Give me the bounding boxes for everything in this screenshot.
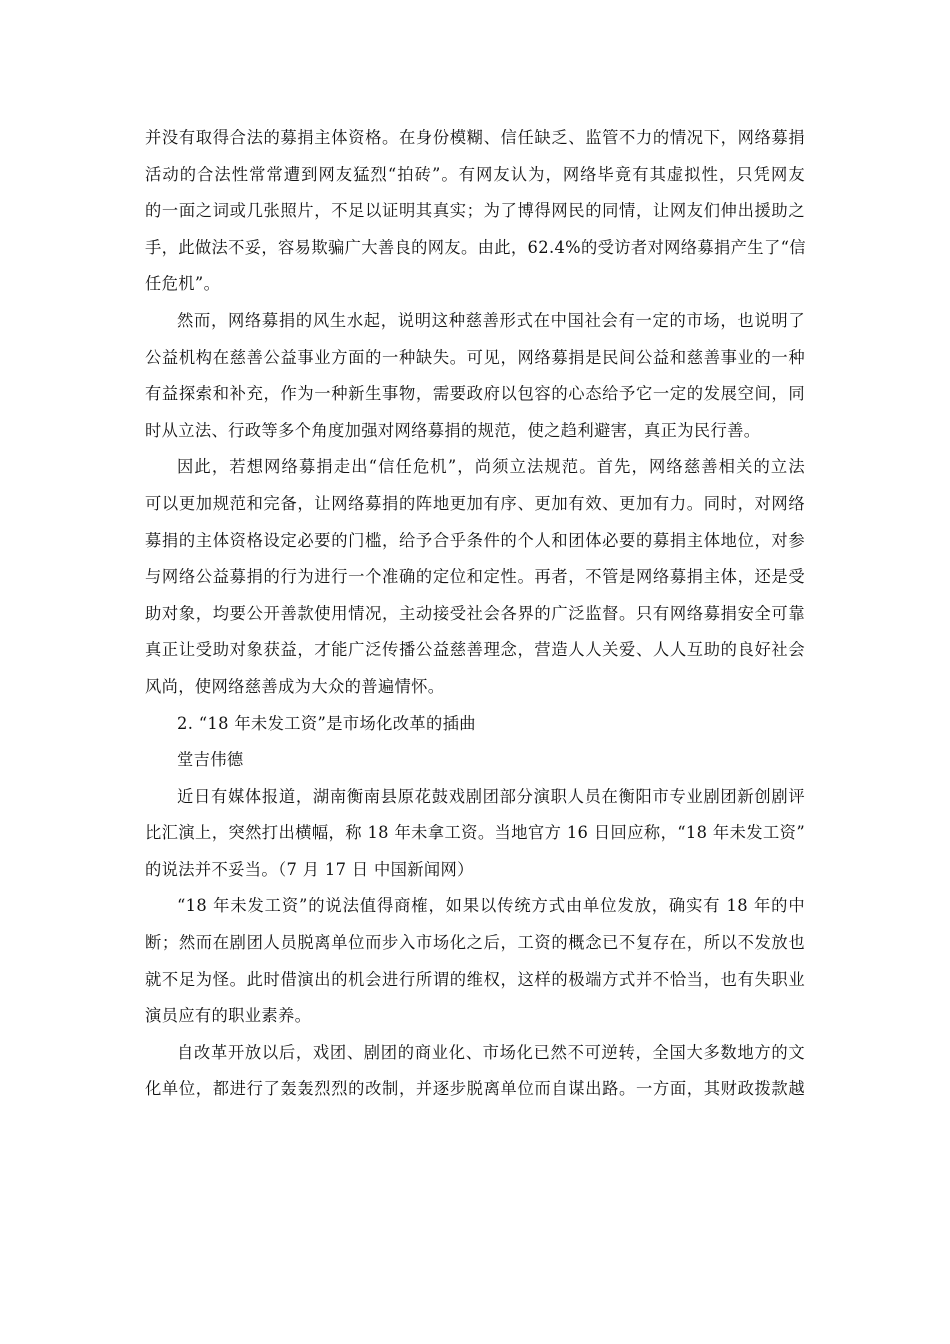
body-line: 的说法并不妥当。（7 月 17 日 中国新闻网） [145, 859, 474, 879]
body-line: 募捐的主体资格设定必要的门槛，给予合乎条件的个人和团体必要的募捐主体地位，对参 [145, 530, 805, 550]
body-line: 的一面之词或几张照片，不足以证明其真实；为了博得网民的同情，让网友们伸出援助之 [145, 201, 805, 221]
section-heading: 2. “18 年未发工资”是市场化改革的插曲 [177, 713, 476, 733]
body-line: 真正让受助对象获益，才能广泛传播公益慈善理念，营造人人关爱、人人互助的良好社会 [145, 640, 805, 660]
body-line: 公益机构在慈善公益事业方面的一种缺失。可见，网络募捐是民间公益和慈善事业的一种 [145, 347, 805, 367]
author-name: 堂吉伟德 [177, 750, 244, 770]
body-line: 时从立法、行政等多个角度加强对网络募捐的规范，使之趋利避害，真正为民行善。 [145, 420, 761, 440]
body-line: 演员应有的职业素养。 [145, 1006, 312, 1026]
body-line: 断；然而在剧团人员脱离单位而步入市场化之后，工资的概念已不复存在，所以不发放也 [145, 933, 805, 953]
document-page [145, 120, 805, 1108]
paragraph-first-line: 然而，网络募捐的风生水起，说明这种慈善形式在中国社会有一定的市场，也说明了 [177, 310, 805, 330]
body-line: 与网络公益募捐的行为进行一个准确的定位和定性。再者，不管是网络募捐主体，还是受 [145, 567, 805, 587]
paragraph-first-line: 因此，若想网络募捐走出“信任危机”，尚须立法规范。首先，网络慈善相关的立法 [177, 457, 805, 477]
body-line: 任危机”。 [145, 274, 221, 294]
body-line: 有益探索和补充，作为一种新生事物，需要政府以包容的心态给予它一定的发展空间，同 [145, 384, 805, 404]
paragraph-first-line: 近日有媒体报道，湖南衡南县原花鼓戏剧团部分演职人员在衡阳市专业剧团新创剧评 [177, 786, 805, 806]
paragraph-first-line: “18 年未发工资”的说法值得商榷，如果以传统方式由单位发放，确实有 18 年的中 [177, 896, 805, 916]
body-line: 化单位，都进行了轰轰烈烈的改制，并逐步脱离单位而自谋出路。一方面，其财政拨款越 [145, 1079, 805, 1099]
body-line: 比汇演上，突然打出横幅，称 18 年未拿工资。当地官方 16 日回应称，“18 年未发工资” [145, 823, 805, 843]
body-line: 风尚，使网络慈善成为大众的普遍情怀。 [145, 676, 445, 696]
paragraph-first-line: 自改革开放以后，戏团、剧团的商业化、市场化已然不可逆转，全国大多数地方的文 [177, 1042, 805, 1062]
body-line: 手，此做法不妥，容易欺骗广大善良的网友。由此，62.4%的受访者对网络募捐产生了“信 [145, 237, 806, 257]
body-line: 助对象，均要公开善款使用情况，主动接受社会各界的广泛监督。只有网络募捐安全可靠 [145, 603, 805, 623]
body-line: 就不足为怪。此时借演出的机会进行所谓的维权，这样的极端方式并不恰当，也有失职业 [145, 969, 805, 989]
body-line: 可以更加规范和完备，让网络募捐的阵地更加有序、更加有效、更加有力。同时，对网络 [145, 493, 805, 513]
body-line: 活动的合法性常常遭到网友猛烈“拍砖”。有网友认为，网络毕竟有其虚拟性，只凭网友 [145, 164, 805, 184]
body-line: 并没有取得合法的募捐主体资格。在身份模糊、信任缺乏、监管不力的情况下，网络募捐 [145, 128, 805, 147]
